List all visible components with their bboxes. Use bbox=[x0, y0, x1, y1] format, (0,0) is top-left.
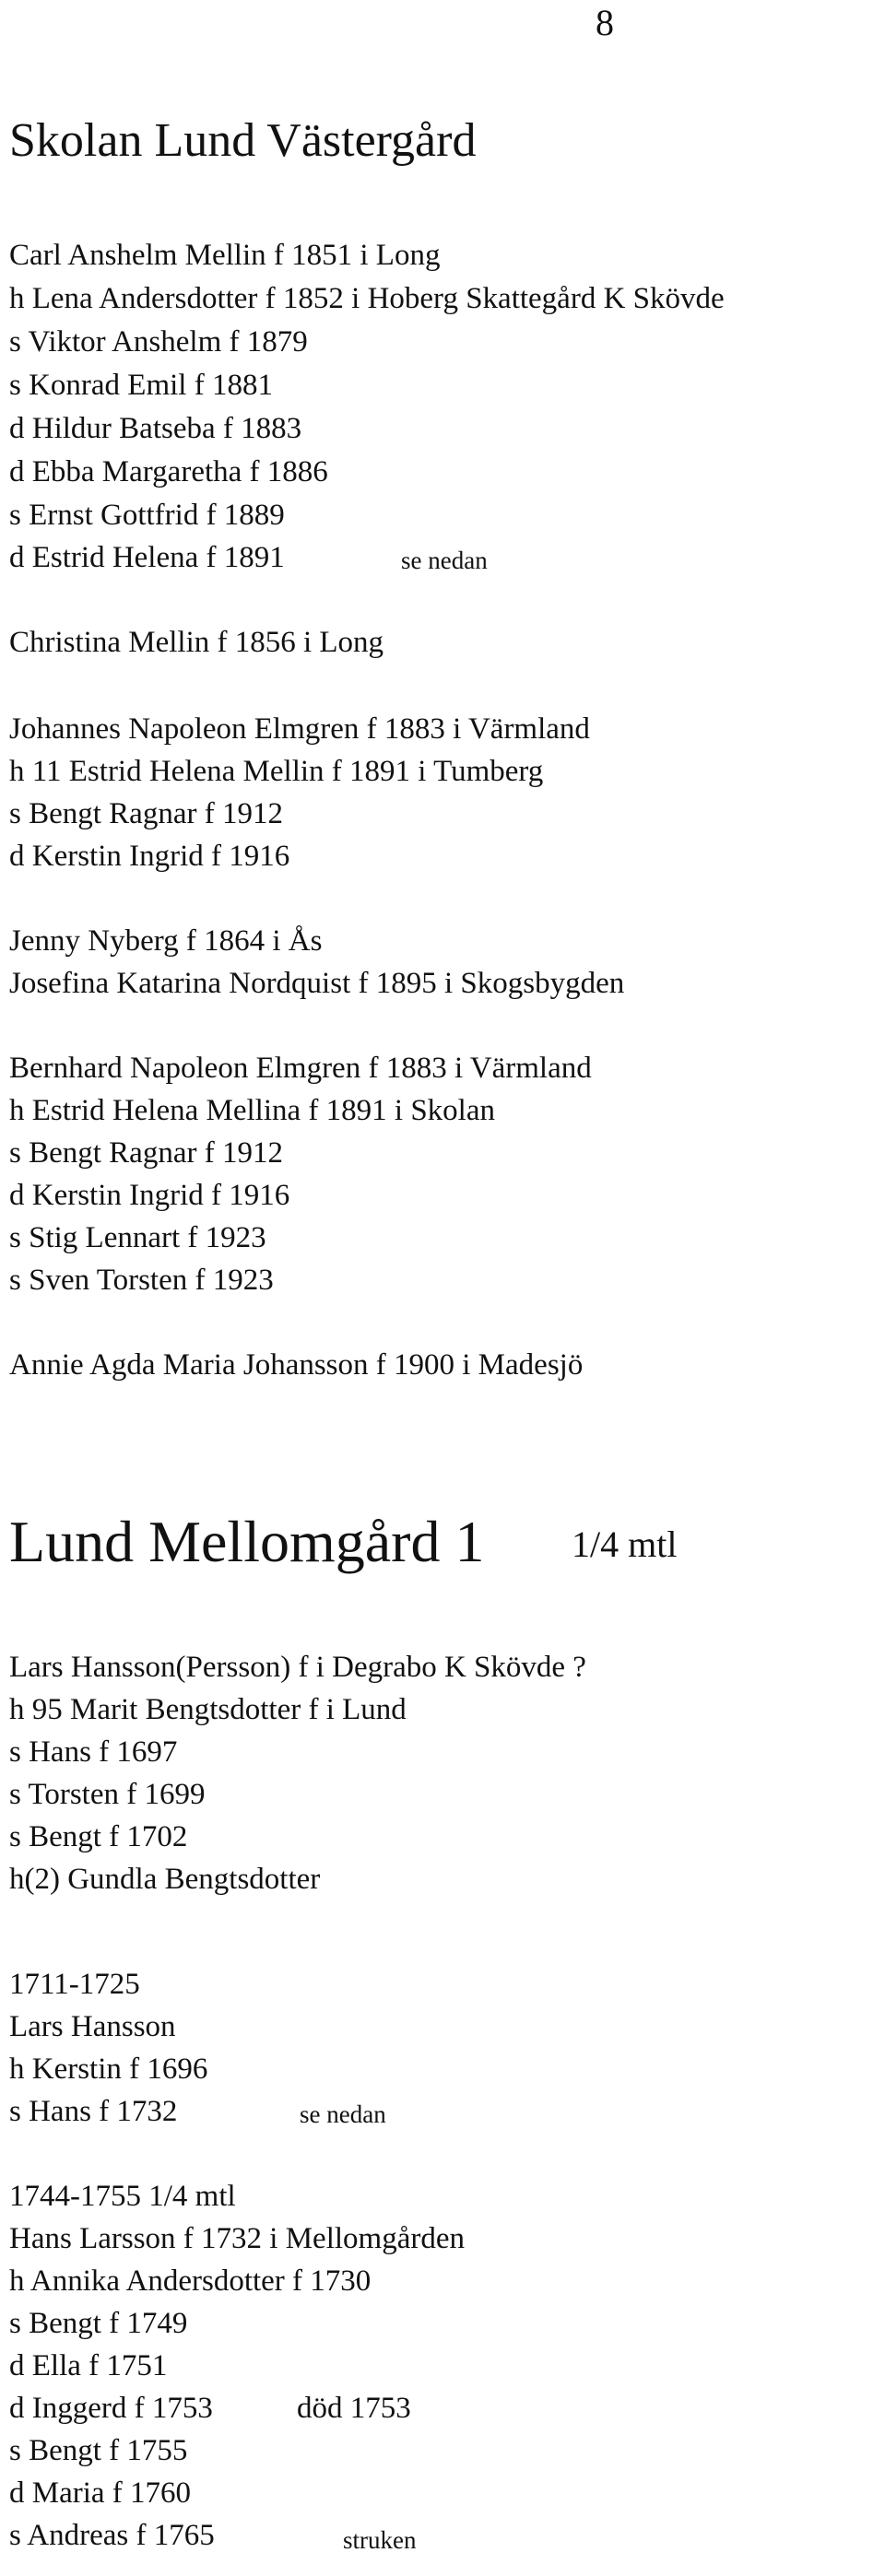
text-line: Lars Hansson bbox=[9, 2010, 176, 2043]
text-line: Johannes Napoleon Elmgren f 1883 i Värmland bbox=[9, 712, 590, 746]
text-line: s Konrad Emil f 1881 bbox=[9, 369, 273, 402]
text-line: s Andreas f 1765 bbox=[9, 2519, 215, 2552]
text-line: s Hans f 1697 bbox=[9, 1735, 178, 1769]
text-line: s Ernst Gottfrid f 1889 bbox=[9, 499, 285, 532]
section-heading: Skolan Lund Västergård bbox=[9, 114, 477, 167]
section-heading: Lund Mellomgård 1 bbox=[9, 1509, 485, 1574]
text-line: Jenny Nyberg f 1864 i Ås bbox=[9, 924, 323, 958]
text-line: s Bengt f 1749 bbox=[9, 2307, 188, 2340]
text-line: s Bengt Ragnar f 1912 bbox=[9, 797, 283, 830]
text-line: d Maria f 1760 bbox=[9, 2476, 192, 2510]
note-se-nedan: se nedan bbox=[401, 547, 488, 574]
text-line: d Ella f 1751 bbox=[9, 2349, 168, 2382]
text-line: Hans Larsson f 1732 i Mellomgården bbox=[9, 2222, 465, 2255]
note-struken: struken bbox=[343, 2526, 417, 2554]
note-se-nedan: se nedan bbox=[300, 2100, 386, 2128]
text-line: s Sven Torsten f 1923 bbox=[9, 1264, 274, 1297]
text-line: d Inggerd f 1753 bbox=[9, 2392, 213, 2425]
text-line: h Annika Andersdotter f 1730 bbox=[9, 2264, 372, 2298]
text-line: Josefina Katarina Nordquist f 1895 i Skogsbygden bbox=[9, 967, 625, 1000]
text-line: 1744-1755 1/4 mtl bbox=[9, 2180, 236, 2213]
text-line: d Kerstin Ingrid f 1916 bbox=[9, 840, 290, 873]
text-line: d Kerstin Ingrid f 1916 bbox=[9, 1179, 290, 1212]
text-line: h 11 Estrid Helena Mellin f 1891 i Tumberg bbox=[9, 755, 544, 788]
text-line: s Bengt Ragnar f 1912 bbox=[9, 1136, 283, 1170]
text-line: Christina Mellin f 1856 i Long bbox=[9, 626, 384, 659]
text-line: s Torsten f 1699 bbox=[9, 1778, 206, 1811]
text-line: Annie Agda Maria Johansson f 1900 i Madesjö bbox=[9, 1348, 584, 1382]
text-line: Bernhard Napoleon Elmgren f 1883 i Värmland bbox=[9, 1052, 592, 1085]
text-line: h Kerstin f 1696 bbox=[9, 2053, 208, 2086]
text-line: s Viktor Anshelm f 1879 bbox=[9, 325, 308, 359]
text-line: 1711-1725 bbox=[9, 1968, 140, 2001]
text-line: d Ebba Margaretha f 1886 bbox=[9, 455, 328, 488]
text-line: h(2) Gundla Bengtsdotter bbox=[9, 1863, 321, 1896]
text-line: Lars Hansson(Persson) f i Degrabo K Skövde ? bbox=[9, 1651, 586, 1684]
page-number: 8 bbox=[596, 2, 614, 43]
text-line: s Hans f 1732 bbox=[9, 2095, 178, 2128]
text-line: h Lena Andersdotter f 1852 i Hoberg Skattegård K Skövde bbox=[9, 282, 725, 315]
text-line: d Estrid Helena f 1891 bbox=[9, 541, 285, 574]
section-share: 1/4 mtl bbox=[572, 1523, 678, 1565]
text-line: h 95 Marit Bengtsdotter f i Lund bbox=[9, 1693, 407, 1726]
text-line: s Bengt f 1702 bbox=[9, 1820, 188, 1853]
note-dod: död 1753 bbox=[297, 2392, 411, 2425]
text-line: h Estrid Helena Mellina f 1891 i Skolan bbox=[9, 1094, 495, 1127]
text-line: Carl Anshelm Mellin f 1851 i Long bbox=[9, 239, 441, 272]
text-line: s Bengt f 1755 bbox=[9, 2434, 188, 2467]
text-line: s Stig Lennart f 1923 bbox=[9, 1221, 266, 1254]
text-line: d Hildur Batseba f 1883 bbox=[9, 412, 302, 445]
